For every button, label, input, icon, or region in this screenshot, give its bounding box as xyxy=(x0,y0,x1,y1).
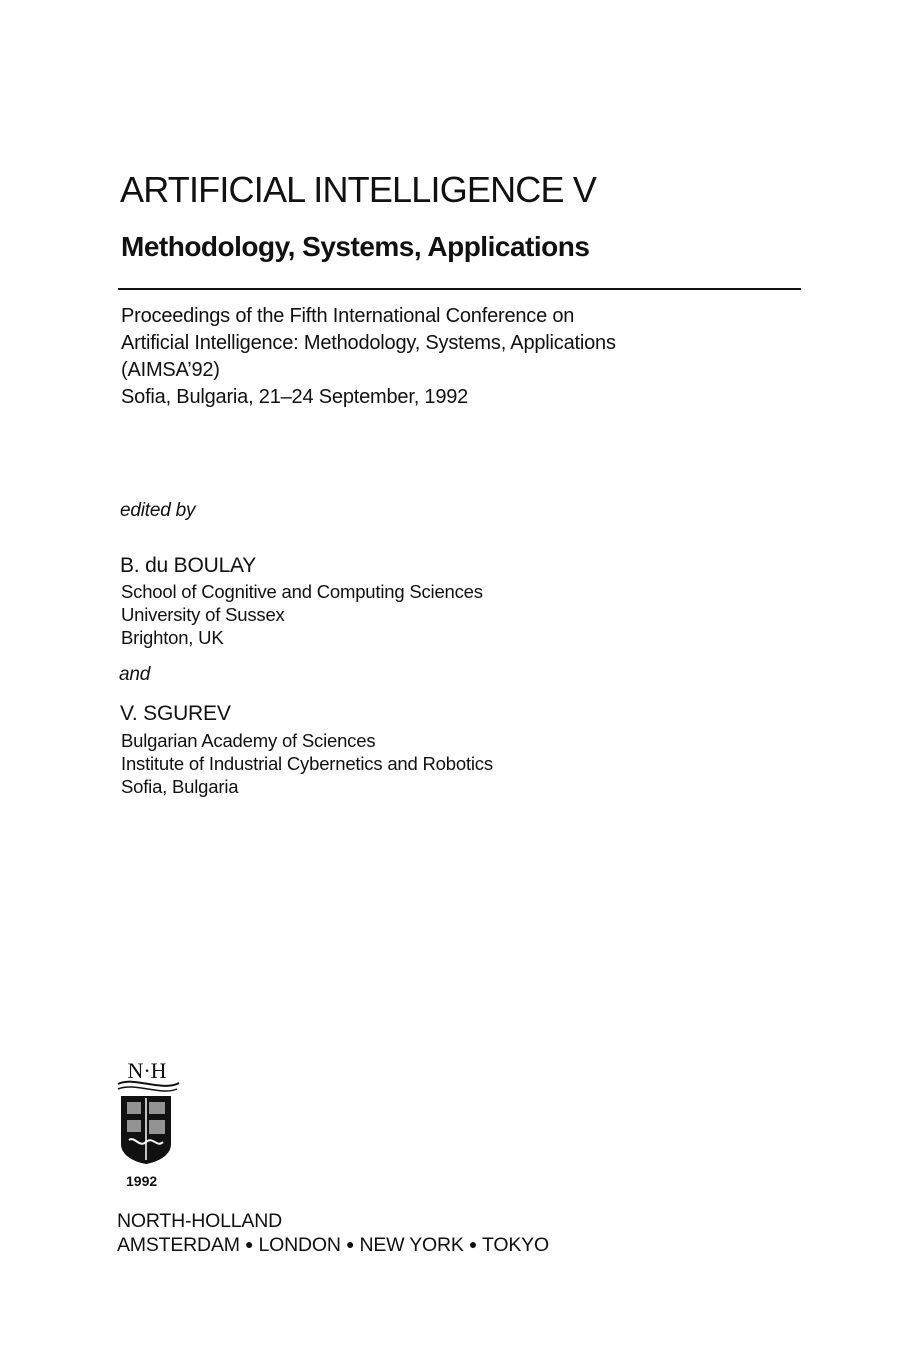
title-divider xyxy=(118,288,801,290)
affiliation-line: Brighton, UK xyxy=(121,627,224,648)
bullet-separator: ● xyxy=(468,1236,478,1252)
publisher-name: NORTH-HOLLAND xyxy=(117,1210,282,1232)
affiliation-line: Bulgarian Academy of Sciences xyxy=(121,730,376,751)
book-subtitle: Methodology, Systems, Applications xyxy=(121,231,590,262)
affiliation-line: Institute of Industrial Cybernetics and Robotics xyxy=(121,753,493,774)
north-holland-logo xyxy=(113,1056,183,1168)
proceedings-line: Proceedings of the Fifth International Conference on xyxy=(121,305,575,327)
book-title: ARTIFICIAL INTELLIGENCE V xyxy=(120,169,597,210)
editor-affiliation xyxy=(121,580,483,649)
proceedings-date-line: Sofia, Bulgaria, 21–24 September, 1992 xyxy=(121,386,469,408)
and-connector: and xyxy=(119,664,151,685)
publisher-cities xyxy=(117,1233,549,1257)
svg-text:N·H: N·H xyxy=(127,1058,167,1083)
bullet-separator: ● xyxy=(345,1236,355,1252)
editor-name: V. SGUREV xyxy=(120,702,231,725)
affiliation-line: University of Sussex xyxy=(121,604,285,625)
editor-name: B. du BOULAY xyxy=(120,554,257,577)
edited-by-label: edited by xyxy=(120,500,196,521)
editor-affiliation xyxy=(121,729,493,798)
proceedings-line: Artificial Intelligence: Methodology, Systems, Applications xyxy=(121,332,616,354)
publisher-block xyxy=(117,1210,549,1257)
proceedings-block xyxy=(121,303,616,411)
affiliation-line: School of Cognitive and Computing Sciences xyxy=(121,581,483,602)
proceedings-line: (AIMSA’92) xyxy=(121,359,220,381)
city: AMSTERDAM xyxy=(117,1234,240,1256)
publication-year: 1992 xyxy=(126,1173,158,1189)
bullet-separator: ● xyxy=(245,1236,254,1252)
city: NEW YORK xyxy=(359,1234,464,1256)
city: LONDON xyxy=(258,1234,341,1256)
city: TOKYO xyxy=(482,1234,549,1256)
affiliation-line: Sofia, Bulgaria xyxy=(121,776,239,797)
